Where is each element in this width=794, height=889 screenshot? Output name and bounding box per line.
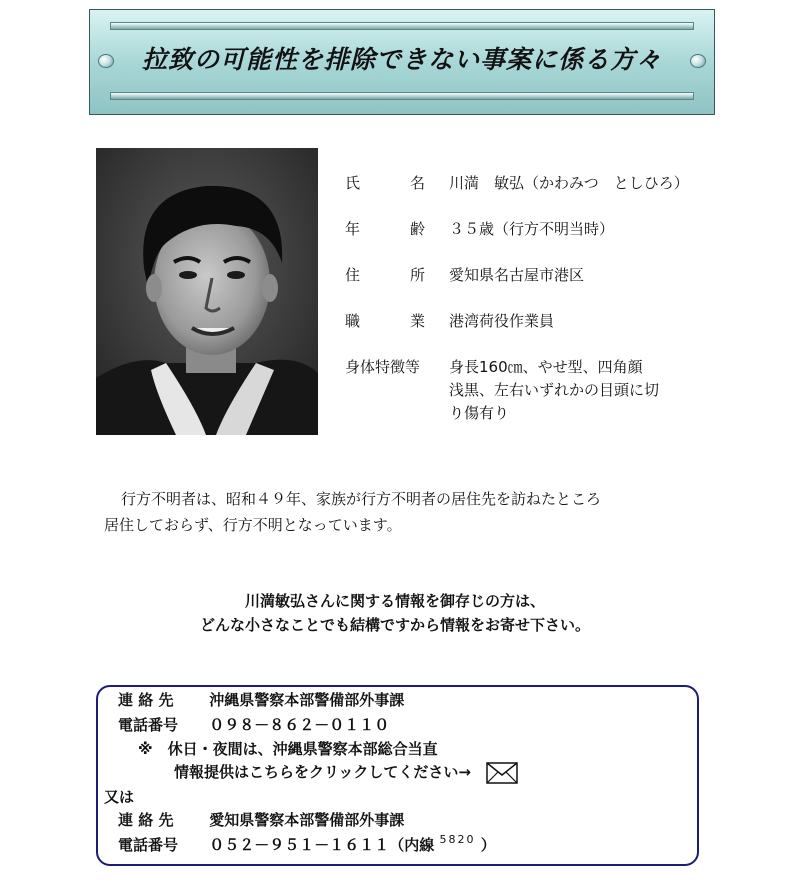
field-name-label-b: 名 bbox=[409, 174, 425, 192]
field-name-label-a: 氏 bbox=[345, 174, 361, 192]
after-hours-note: ※ 休日・夜間は、沖縄県警察本部総合当直 bbox=[138, 740, 438, 758]
field-age-value: ３５歳（行方不明当時） bbox=[449, 220, 615, 238]
phone2-value: ０５２－９５１－１６１１（内線 bbox=[209, 836, 435, 854]
contact1-value: 沖縄県警察本部警備部外事課 bbox=[209, 691, 405, 709]
or-separator: 又は bbox=[104, 788, 135, 806]
phone1-row bbox=[118, 714, 389, 736]
contact2-value: 愛知県警察本部警備部外事課 bbox=[209, 811, 405, 829]
field-occupation-label-b: 業 bbox=[409, 312, 425, 330]
banner-knob-right-icon bbox=[690, 54, 706, 68]
features-line-2: 浅黒、左右いずれかの目頭に切 bbox=[449, 381, 660, 399]
info-link-text[interactable]: 情報提供はこちらをクリックしてください→ bbox=[174, 763, 471, 781]
field-address-label-b: 所 bbox=[409, 266, 425, 284]
banner-knob-left-icon bbox=[98, 54, 114, 68]
phone2-row bbox=[118, 834, 496, 858]
phone2-close: ） bbox=[480, 836, 496, 854]
features-line-1: 身長160㎝、やせ型、四角顔 bbox=[449, 358, 643, 376]
description-line-1: 行方不明者は、昭和４９年、家族が行方不明者の居住先を訪ねたところ bbox=[121, 490, 602, 508]
disappearance-description bbox=[104, 486, 704, 538]
phone1-label: 電話番号 bbox=[118, 716, 179, 734]
features-line-3: り傷有り bbox=[449, 404, 510, 422]
field-occupation-label-a: 職 bbox=[345, 312, 361, 330]
phone1-value: ０９８－８６２－０１１０ bbox=[209, 716, 390, 734]
info-link-row[interactable] bbox=[174, 761, 518, 784]
field-age-label-b: 齢 bbox=[409, 220, 425, 238]
contact2-row bbox=[118, 809, 404, 831]
title-banner bbox=[89, 9, 715, 115]
description-line-2: 居住しておらず、行方不明となっています。 bbox=[104, 516, 402, 534]
portrait-illustration bbox=[96, 148, 318, 435]
contact2-label: 連 絡 先 bbox=[118, 811, 174, 829]
missing-person-photo bbox=[96, 148, 318, 435]
field-name-label bbox=[345, 172, 425, 194]
field-address-label-a: 住 bbox=[345, 266, 361, 284]
field-features-value bbox=[449, 356, 659, 425]
field-address-value: 愛知県名古屋市港区 bbox=[449, 266, 585, 284]
phone2-label: 電話番号 bbox=[118, 836, 179, 854]
contact1-row bbox=[118, 689, 404, 711]
field-occupation-value: 港湾荷役作業員 bbox=[449, 312, 555, 330]
field-age-label bbox=[345, 218, 425, 240]
banner-rail-bottom bbox=[110, 92, 694, 100]
field-occupation-label bbox=[345, 310, 425, 332]
field-age-label-a: 年 bbox=[345, 220, 361, 238]
field-name-value: 川満 敏弘（かわみつ としひろ） bbox=[449, 174, 689, 192]
appeal-line-2: どんな小さなことでも結構ですから情報をお寄せ下さい。 bbox=[199, 616, 590, 634]
page-title: 拉致の可能性を排除できない事案に係る方々 bbox=[141, 45, 662, 74]
phone2-extension: 5820 bbox=[439, 833, 476, 846]
mail-envelope-icon[interactable] bbox=[486, 762, 518, 784]
banner-rail-top bbox=[110, 22, 694, 30]
appeal-line-1: 川満敏弘さんに関する情報を御存じの方は、 bbox=[244, 592, 545, 610]
field-address-label bbox=[345, 264, 425, 286]
field-features-label: 身体特徴等 bbox=[345, 358, 421, 376]
contact1-label: 連 絡 先 bbox=[118, 691, 174, 709]
